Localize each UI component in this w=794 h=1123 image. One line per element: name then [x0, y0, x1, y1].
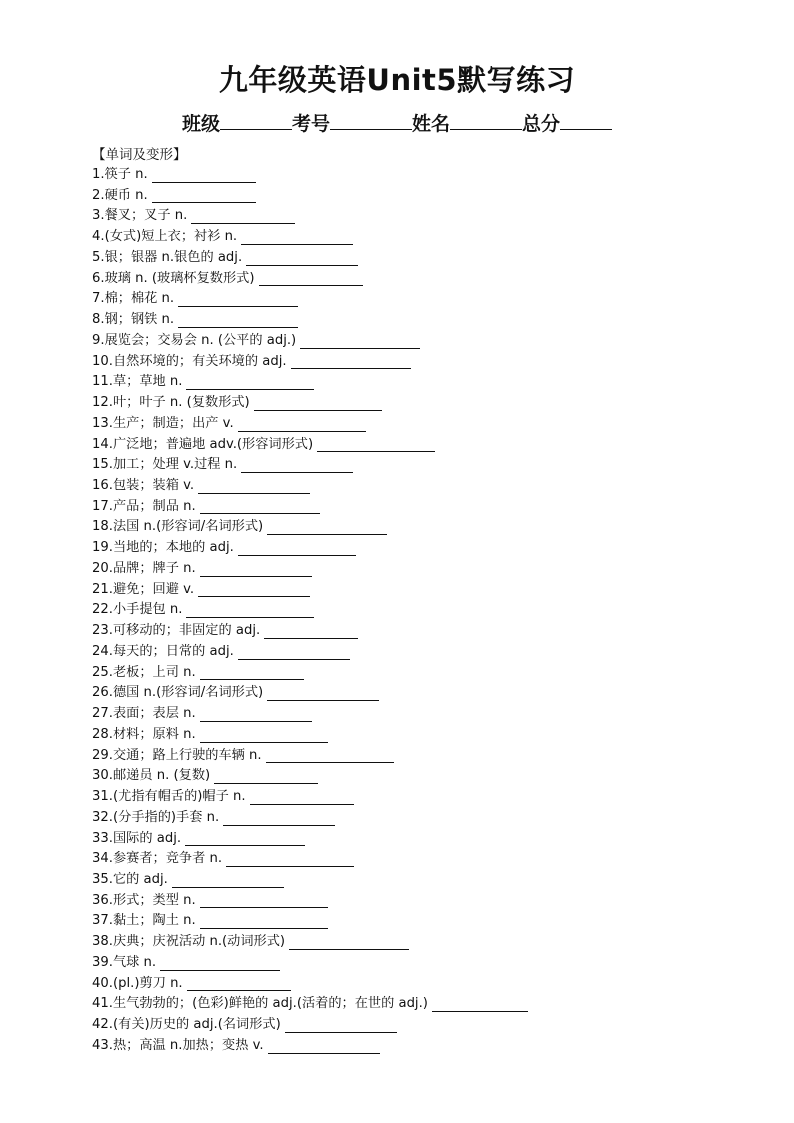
item-prompt: 法国 n.(形容词/名词形式)	[112, 519, 264, 535]
item-number: 38.	[92, 934, 113, 950]
item-prompt: 棉；棉花 n.	[104, 291, 175, 307]
vocabulary-item	[92, 1036, 772, 1057]
vocabulary-item	[92, 725, 772, 746]
item-number: 34.	[92, 851, 113, 867]
item-number: 9.	[92, 332, 105, 348]
vocabulary-item	[92, 932, 772, 953]
vocabulary-item	[92, 891, 772, 912]
answer-blank[interactable]	[226, 851, 354, 867]
vocabulary-item	[92, 352, 772, 373]
section-heading: 【单词及变形】	[92, 147, 187, 163]
vocabulary-item	[92, 455, 772, 476]
item-number: 29.	[92, 747, 113, 763]
item-number: 8.	[92, 312, 105, 328]
item-number: 15.	[92, 457, 113, 473]
item-number: 20.	[92, 560, 113, 576]
answer-blank[interactable]	[200, 892, 328, 908]
name-blank[interactable]	[450, 111, 522, 130]
item-number: 39.	[92, 954, 113, 970]
vocabulary-item	[92, 580, 772, 601]
item-prompt: 参赛者；竞争者 n.	[112, 851, 223, 867]
vocabulary-item	[92, 663, 772, 684]
item-prompt: 邮递员 n. (复数)	[112, 768, 211, 784]
item-number: 18.	[92, 519, 113, 535]
item-prompt: 展览会；交易会 n. (公平的 adj.)	[104, 332, 297, 348]
answer-blank[interactable]	[187, 975, 291, 991]
item-number: 35.	[92, 871, 113, 887]
vocabulary-item	[92, 600, 772, 621]
item-prompt: 国际的 adj.	[112, 830, 182, 846]
item-number: 37.	[92, 913, 113, 929]
answer-blank[interactable]	[200, 913, 328, 929]
item-prompt: (女式)短上衣；衬衫 n.	[104, 229, 238, 245]
item-prompt: 生气勃勃的；(色彩)鲜艳的 adj.(活着的；在世的 adj.)	[112, 996, 428, 1012]
answer-blank[interactable]	[238, 540, 356, 556]
vocabulary-item	[92, 787, 772, 808]
item-number: 30.	[92, 768, 113, 784]
item-number: 22.	[92, 602, 113, 618]
item-number: 7.	[92, 291, 105, 307]
answer-blank[interactable]	[238, 416, 366, 432]
answer-blank[interactable]	[200, 498, 320, 514]
vocabulary-item	[92, 414, 772, 435]
answer-blank[interactable]	[200, 706, 312, 722]
item-prompt: 硬币 n.	[104, 187, 148, 203]
item-number: 17.	[92, 498, 113, 514]
item-prompt: 德国 n.(形容词/名词形式)	[112, 685, 264, 701]
item-prompt: 自然环境的；有关环境的 adj.	[112, 353, 287, 369]
vocabulary-item	[92, 248, 772, 269]
item-prompt: 每天的；日常的 adj.	[112, 643, 234, 659]
item-number: 40.	[92, 975, 113, 991]
vocabulary-item	[92, 911, 772, 932]
item-number: 24.	[92, 643, 113, 659]
item-prompt: 气球 n.	[112, 954, 157, 970]
item-prompt: 小手提包 n.	[112, 602, 183, 618]
answer-blank[interactable]	[186, 602, 314, 618]
answer-blank[interactable]	[241, 229, 353, 245]
exam-number-blank[interactable]	[330, 111, 412, 130]
vocabulary-item	[92, 849, 772, 870]
answer-blank[interactable]	[259, 270, 363, 286]
item-number: 11.	[92, 374, 113, 390]
score-blank[interactable]	[560, 111, 612, 130]
item-prompt: 银；银器 n.银色的 adj.	[104, 249, 243, 265]
item-prompt: 热；高温 n.加热；变热 v.	[112, 1037, 264, 1053]
item-number: 19.	[92, 540, 113, 556]
vocabulary-item	[92, 435, 772, 456]
vocabulary-item	[92, 517, 772, 538]
item-prompt: 表面；表层 n.	[112, 706, 196, 722]
item-prompt: 加工；处理 v.过程 n.	[112, 457, 238, 473]
answer-blank[interactable]	[241, 457, 353, 473]
answer-blank[interactable]	[266, 747, 394, 763]
item-prompt: (分手指的)手套 n.	[112, 809, 220, 825]
answer-blank[interactable]	[264, 623, 358, 639]
class-blank[interactable]	[220, 111, 292, 130]
student-info-line	[0, 111, 794, 137]
item-number: 6.	[92, 270, 105, 286]
item-number: 23.	[92, 623, 113, 639]
vocabulary-item	[92, 559, 772, 580]
answer-blank[interactable]	[214, 768, 318, 784]
vocabulary-item	[92, 704, 772, 725]
vocabulary-item	[92, 808, 772, 829]
answer-blank[interactable]	[268, 1038, 380, 1054]
vocabulary-item	[92, 165, 772, 186]
item-number: 41.	[92, 996, 113, 1012]
vocabulary-item	[92, 746, 772, 767]
item-number: 13.	[92, 415, 113, 431]
answer-blank[interactable]	[246, 250, 358, 266]
item-prompt: 它的 adj.	[112, 871, 168, 887]
answer-blank[interactable]	[432, 996, 528, 1012]
item-prompt: 交通；路上行驶的车辆 n.	[112, 747, 262, 763]
item-prompt: 形式；类型 n.	[112, 892, 196, 908]
item-number: 10.	[92, 353, 113, 369]
item-number: 27.	[92, 706, 113, 722]
item-prompt: 庆典；庆祝活动 n.(动词形式)	[112, 934, 286, 950]
answer-blank[interactable]	[178, 312, 298, 328]
item-prompt: 广泛地；普遍地 adv.(形容词形式)	[112, 436, 314, 452]
vocabulary-item	[92, 393, 772, 414]
answer-blank[interactable]	[160, 955, 280, 971]
item-prompt: 筷子 n.	[104, 167, 148, 182]
item-prompt: 避免；回避 v.	[112, 581, 195, 597]
vocabulary-item	[92, 974, 772, 995]
item-number: 12.	[92, 395, 113, 411]
vocabulary-item	[92, 538, 772, 559]
answer-blank[interactable]	[238, 644, 350, 660]
item-prompt: 包装；装箱 v.	[112, 478, 195, 494]
class-label: 班级	[181, 113, 220, 135]
item-number: 26.	[92, 685, 113, 701]
item-number: 3.	[92, 208, 105, 224]
vocabulary-item	[92, 766, 772, 787]
vocabulary-item	[92, 269, 772, 290]
item-prompt: 钢；钢铁 n.	[104, 312, 175, 328]
answer-blank[interactable]	[291, 353, 411, 369]
vocabulary-item	[92, 621, 772, 642]
item-prompt: 黏土；陶土 n.	[112, 913, 196, 929]
vocabulary-item	[92, 289, 772, 310]
vocabulary-item	[92, 372, 772, 393]
answer-blank[interactable]	[300, 333, 420, 349]
answer-blank[interactable]	[200, 727, 328, 743]
answer-blank[interactable]	[191, 208, 295, 224]
item-number: 16.	[92, 478, 113, 494]
vocabulary-item	[92, 683, 772, 704]
page-title: 九年级英语Unit5默写练习	[218, 63, 576, 97]
vocabulary-item	[92, 994, 772, 1015]
vocabulary-item	[92, 829, 772, 850]
item-prompt: (pl.)剪刀 n.	[112, 975, 183, 991]
item-number: 43.	[92, 1037, 113, 1053]
item-prompt: 玻璃 n. (玻璃杯复数形式)	[104, 270, 255, 286]
item-prompt: 叶；叶子 n. (复数形式)	[112, 395, 250, 411]
answer-blank[interactable]	[198, 581, 310, 597]
answer-blank[interactable]	[254, 395, 382, 411]
item-number: 32.	[92, 809, 113, 825]
answer-blank[interactable]	[152, 167, 256, 183]
item-prompt: 可移动的；非固定的 adj.	[112, 623, 261, 639]
item-prompt: 品牌；牌子 n.	[112, 560, 196, 576]
item-number: 33.	[92, 830, 113, 846]
item-number: 2.	[92, 187, 105, 203]
item-prompt: 餐叉；叉子 n.	[104, 208, 188, 224]
answer-blank[interactable]	[317, 436, 435, 452]
vocabulary-list	[92, 165, 772, 1057]
vocabulary-item	[92, 186, 772, 207]
answer-blank[interactable]	[223, 810, 335, 826]
item-prompt: 老板；上司 n.	[112, 664, 196, 680]
vocabulary-item	[92, 206, 772, 227]
name-label: 姓名	[412, 113, 451, 135]
item-number: 25.	[92, 664, 113, 680]
answer-blank[interactable]	[200, 664, 304, 680]
vocabulary-item	[92, 227, 772, 248]
item-number: 21.	[92, 581, 113, 597]
answer-blank[interactable]	[267, 685, 379, 701]
vocabulary-item	[92, 953, 772, 974]
item-number: 42.	[92, 1017, 113, 1033]
item-prompt: 产品；制品 n.	[112, 498, 196, 514]
item-number: 36.	[92, 892, 113, 908]
score-label: 总分	[522, 113, 561, 135]
answer-blank[interactable]	[200, 561, 312, 577]
answer-blank[interactable]	[250, 789, 354, 805]
vocabulary-item	[92, 642, 772, 663]
item-number: 4.	[92, 229, 105, 245]
item-prompt: (有关)历史的 adj.(名词形式)	[112, 1017, 281, 1033]
item-prompt: 材料；原料 n.	[112, 726, 196, 742]
answer-blank[interactable]	[289, 934, 409, 950]
answer-blank[interactable]	[285, 1017, 397, 1033]
item-number: 31.	[92, 789, 113, 805]
answer-blank[interactable]	[198, 478, 310, 494]
item-number: 28.	[92, 726, 113, 742]
answer-blank[interactable]	[267, 519, 387, 535]
answer-blank[interactable]	[178, 291, 298, 307]
item-number: 14.	[92, 436, 113, 452]
vocabulary-item	[92, 870, 772, 891]
vocabulary-item	[92, 476, 772, 497]
answer-blank[interactable]	[152, 187, 256, 203]
item-prompt: (尤指有帽舌的)帽子 n.	[112, 789, 246, 805]
vocabulary-item	[92, 1015, 772, 1036]
item-prompt: 草；草地 n.	[112, 374, 183, 390]
vocabulary-item	[92, 331, 772, 352]
exam-number-label: 考号	[291, 113, 330, 135]
item-number: 5.	[92, 249, 105, 265]
answer-blank[interactable]	[185, 830, 305, 846]
answer-blank[interactable]	[172, 872, 284, 888]
vocabulary-item	[92, 497, 772, 518]
item-prompt: 生产；制造；出产 v.	[112, 415, 234, 431]
answer-blank[interactable]	[186, 374, 314, 390]
item-number: 1.	[92, 167, 105, 182]
item-prompt: 当地的；本地的 adj.	[112, 540, 234, 556]
vocabulary-item	[92, 310, 772, 331]
